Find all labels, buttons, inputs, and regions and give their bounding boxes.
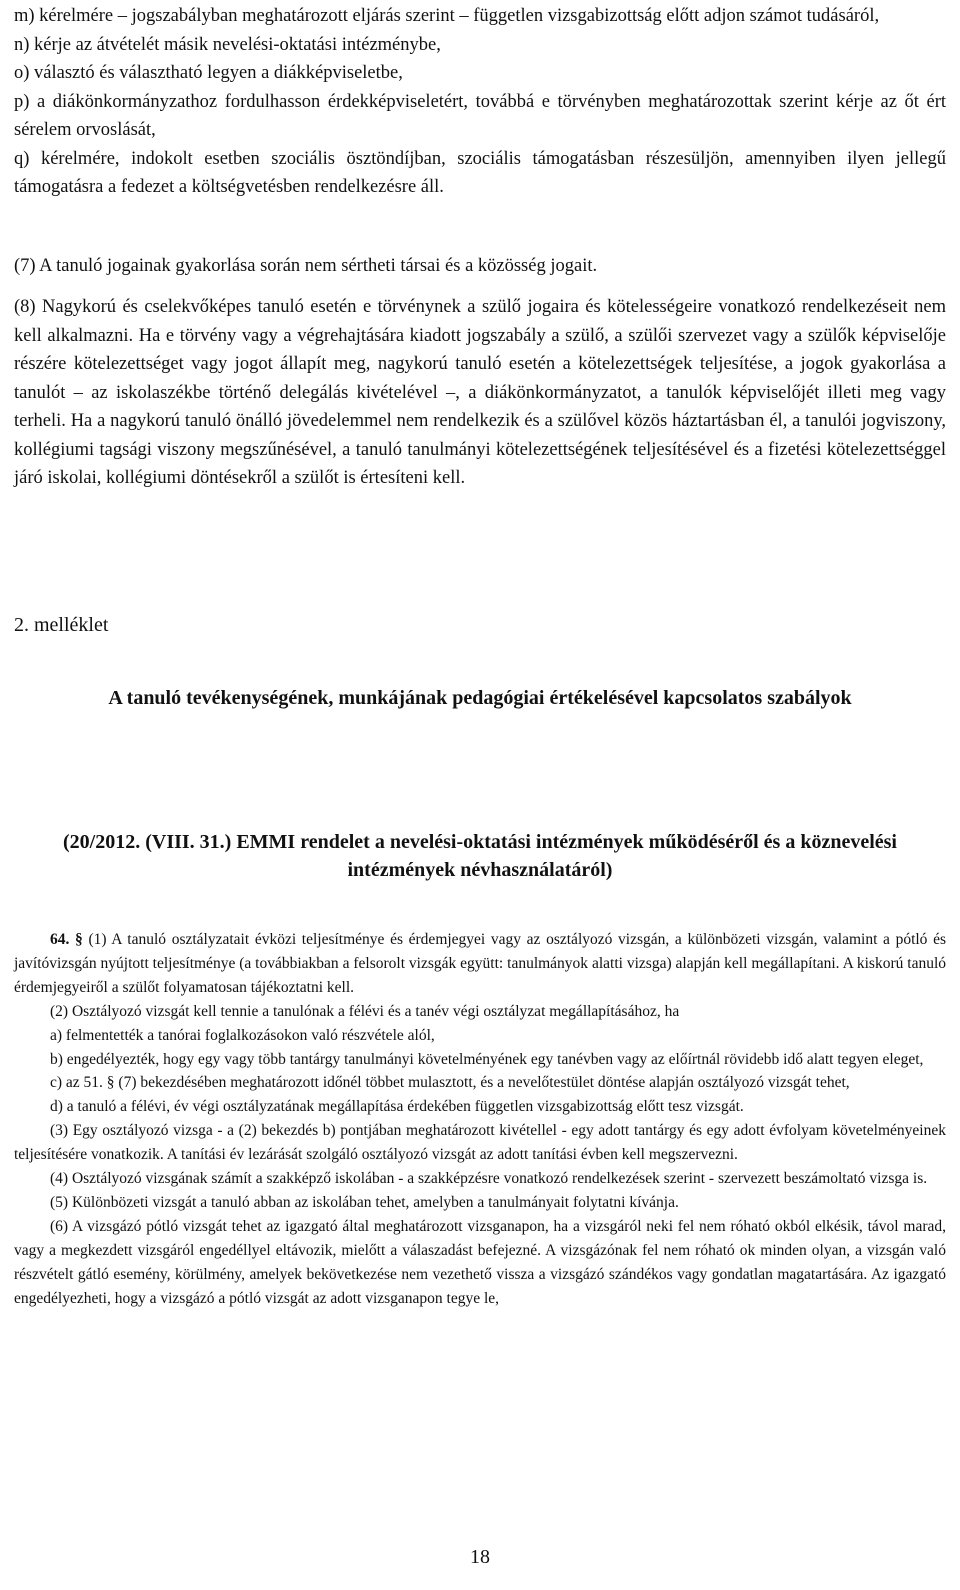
section-paragraph-6: (6) A vizsgázó pótló vizsgát tehet az igazgató által meghatározott vizsganapon, ha a vizsgáról neki fel nem róható okból elkésik, távol marad, vagy a megkezdett vizsgáról engedéllyel eltávozik, mielőtt a válaszadást befejezné. A vizsgázónak fel nem róható ok minden olyan, a vizsgán való részvételt gátló esemény, körülmény, amelyek bekövetkezése nem vezethető vissza a vizsgázó szándékos vagy gondatlan magatartására. Az igazgató engedélyezheti, hogy a vizsgázó a pótló vizsgát az adott vizsganapon tegye le, <box>14 1217 946 1307</box>
list-item-o: o) választó és választható legyen a diákképviseletbe, <box>14 63 403 83</box>
section-paragraph-2: (2) Osztályozó vizsgát kell tennie a tanulónak a félévi és a tanév végi osztályzat megállapításához, ha <box>50 1002 680 1020</box>
section-point-c: c) az 51. § (7) bekezdésében meghatározott időnél többet mulasztott, és a nevelőtestület döntése alapján osztályozó vizsgát tehet, <box>50 1074 850 1092</box>
list-item-n: n) kérje az átvételét másik nevelési-oktatási intézménybe, <box>14 34 441 55</box>
page-number: 18 <box>470 1546 490 1568</box>
list-item-p: p) a diákönkormányzathoz fordulhasson érdekképviseletért, továbbá e törvényben meghatározottak szerint kérje az őt ért sérelem orvoslását, <box>14 91 946 140</box>
paragraph-8: (8) Nagykorú és cselekvőképes tanuló esetén e törvénynek a szülő jogaira és kötelességeire vonatkozó rendelkezéseit nem kell alkalmazni. Ha e törvény vagy a végrehajtására kiadott jogszabály a szülő, a szülői szervezet vagy a szülők képviselője részére kötelezettséget vagy jogot állapít meg, nagykorú tanuló esetén a kötelezettségek teljesítése, a jogok gyakorlása a tanulót – az iskolaszékbe történő delegálás kivételével –, a diákönkormányzatot, a tanulók képviselőjét illeti meg vagy terheli. Ha a nagykorú tanuló önálló jövedelemmel nem rendelkezik és a szülővel közös háztartásban él, a tanulói jogviszony, kollégiumi tagsági viszony megszűnésével, a tanuló tanulmányi kötelezettségének teljesítésével és a fizetési kötelezettséggel járó iskolai, kollégiumi döntésekről a szülőt is értesíteni kell. <box>14 297 946 488</box>
annex-label: 2. melléklet <box>14 614 109 636</box>
section-paragraph-1: 64. § (1) A tanuló osztályzatait évközi teljesítménye és érdemjegyei vagy az osztályozó vizsgán, a különbözeti vizsgán, valamint a pótló és javítóvizsgán nyújtott teljesítménye (a továbbiakban a felsorolt vizsgák együtt: tanulmányok alatti vizsga) alapján kell megállapítani. A kiskorú tanuló érdemjegyeiről a szülőt folyamatosan tájékoztatni kell. <box>14 931 946 996</box>
section-point-b: b) engedélyezték, hogy egy vagy több tantárgy tanulmányi követelményének egy tanévben vagy az előírtnál rövidebb idő alatt tegyen eleget, <box>50 1050 924 1068</box>
decree-reference: (20/2012. (VIII. 31.) EMMI rendelet a nevelési-oktatási intézmények működéséről és a köznevelési intézmények névhasználatáról) <box>63 831 897 881</box>
section-64 <box>14 928 946 1311</box>
section-paragraph-3: (3) Egy osztályozó vizsga - a (2) bekezdés b) pontjában meghatározott kivétellel - egy adott tantárgy és egy adott évfolyam követelményeinek teljesítésére vonatkozik. A tanítási év lezárását szolgáló osztályozó vizsgát az adott tanítási évben kell megszervezni. <box>14 1122 946 1164</box>
section-point-d: d) a tanuló a félévi, év végi osztályzatának megállapítása érdekében független vizsgabizottság előtt tesz vizsgát. <box>50 1098 744 1116</box>
list-item-m: m) kérelmére – jogszabályban meghatározott eljárás szerint – független vizsgabizottság előtt adjon számot tudásáról, <box>14 6 880 26</box>
rights-list <box>14 2 946 202</box>
section-point-a: a) felmentették a tanórai foglalkozásokon való részvétele alól, <box>50 1026 435 1044</box>
list-item-q: q) kérelmére, indokolt esetben szociális ösztöndíjban, szociális támogatásban részesüljön, amennyiben ilyen jellegű támogatásra a fedezet a költségvetésben rendelkezésre áll. <box>14 148 946 197</box>
paragraph-7: (7) A tanuló jogainak gyakorlása során nem sértheti társai és a közösség jogait. <box>14 256 598 276</box>
section-paragraph-5: (5) Különbözeti vizsgát a tanuló abban az iskolában tehet, amelyben a tanulmányait folytatni kívánja. <box>50 1193 679 1211</box>
section-paragraph-4: (4) Osztályozó vizsgának számít a szakképző iskolában - a szakképzésre vonatkozó rendelkezések szerint - szervezett beszámoltató vizsga is. <box>50 1170 928 1188</box>
annex-title: A tanuló tevékenységének, munkájának pedagógiai értékelésével kapcsolatos szabályok <box>108 687 852 709</box>
section-number: 64. § <box>50 931 83 948</box>
